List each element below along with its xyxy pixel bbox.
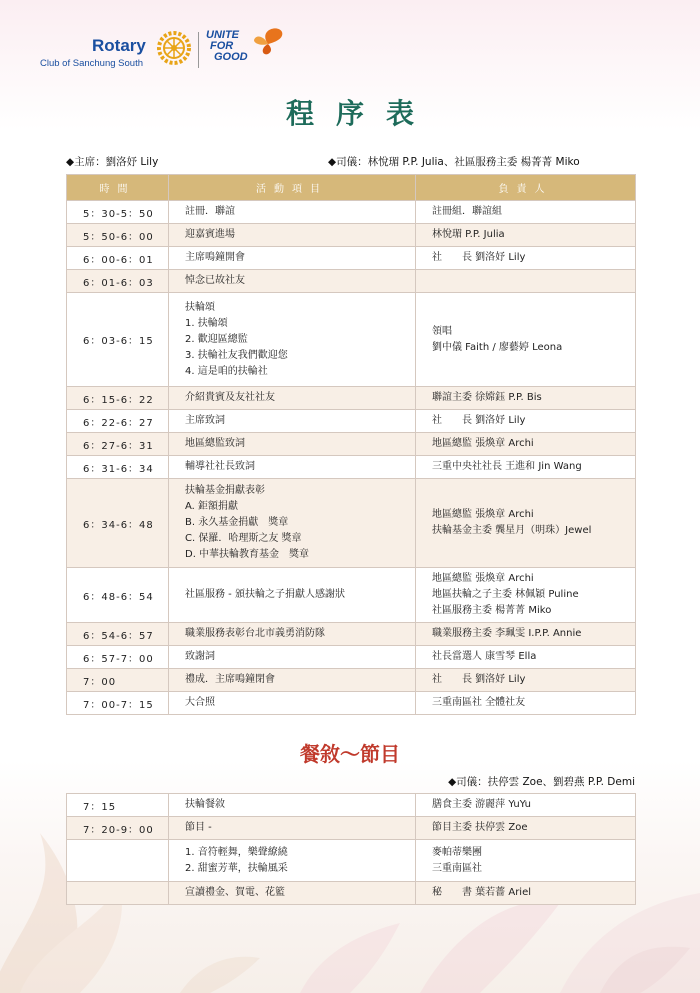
person-cell <box>416 201 636 224</box>
program-table <box>66 174 636 715</box>
person-line: 三重南區社 全體社友 <box>432 697 526 708</box>
dinner-title: 餐敘～節目 <box>300 742 400 766</box>
table-row <box>67 247 636 270</box>
mc-line: ◆司儀：林悅瑂 P.P. Julia、社區服務主委 楊菁菁 Miko <box>328 156 580 168</box>
time-cell <box>67 882 169 905</box>
person-line: 社 長 劉洛妤 Lily <box>432 415 526 426</box>
table-row <box>67 479 636 568</box>
activity-line: 悼念已故社友 <box>185 275 245 286</box>
person-line: 地區總監 張煥章 Archi <box>432 438 534 449</box>
time-cell: 6：34-6：48 <box>67 479 169 568</box>
header-activity: 活動項目 <box>169 175 416 201</box>
person-line: 聯誼主委 徐嫦鈺 P.P. Bis <box>432 392 542 403</box>
table-header-row <box>67 175 636 201</box>
activity-cell <box>169 646 416 669</box>
time-cell: 6：03-6：15 <box>67 293 169 387</box>
activity-line: 主席鳴鐘開會 <box>185 252 245 263</box>
person-cell <box>416 669 636 692</box>
slogan-line: FOR <box>210 40 234 52</box>
time-cell: 6：48-6：54 <box>67 568 169 623</box>
person-line: 三重南區社 <box>432 862 482 874</box>
activity-line: 扶輪餐敘 <box>185 799 225 810</box>
activity-line: 1. 音符輕舞，樂聲繚繞 <box>185 846 288 858</box>
time-cell: 6：15-6：22 <box>67 387 169 410</box>
time-cell: 6：31-6：34 <box>67 456 169 479</box>
person-line: 註冊組．聯誼組 <box>432 206 502 217</box>
person-line: 地區總監 張煥章 Archi <box>432 509 534 520</box>
person-line: 地區扶輪之子主委 林佩穎 Puline <box>432 589 579 600</box>
person-cell <box>416 568 636 623</box>
activity-cell <box>169 247 416 270</box>
activity-line: 迎嘉賓進場 <box>185 229 235 240</box>
activity-line: 2. 甜蜜芳華，扶輪風采 <box>185 862 288 874</box>
activity-line: 致謝詞 <box>185 651 215 662</box>
activity-line: 2. 歡迎區總監 <box>185 333 248 345</box>
person-line: 節目主委 扶停雲 Zoe <box>432 822 528 833</box>
activity-cell <box>169 817 416 840</box>
table-row <box>67 433 636 456</box>
person-cell <box>416 433 636 456</box>
activity-cell <box>169 623 416 646</box>
activity-cell <box>169 568 416 623</box>
activity-line: 社區服務 - 頒扶輪之子捐獻人感謝狀 <box>185 589 345 600</box>
activity-line: 介紹貴賓及友社社友 <box>185 392 275 403</box>
activity-line: 3. 扶輪社友我們歡迎您 <box>185 349 288 361</box>
person-line: 膳食主委 游麗萍 YuYu <box>432 799 531 810</box>
activity-cell <box>169 840 416 882</box>
time-cell: 6：54-6：57 <box>67 623 169 646</box>
person-line: 職業服務主委 李珮雯 I.P.P. Annie <box>432 628 582 639</box>
time-cell <box>67 840 169 882</box>
activity-line: 扶輪基金捐獻表彰 <box>185 485 265 496</box>
rotary-wheel-icon <box>156 30 192 66</box>
time-cell: 7：15 <box>67 794 169 817</box>
activity-cell <box>169 224 416 247</box>
header-time: 時間 <box>67 175 169 201</box>
person-line: 三重中央社社長 王進和 Jin Wang <box>432 461 582 472</box>
activity-line: B. 永久基金捐獻 獎章 <box>185 517 289 528</box>
logo-divider <box>198 32 199 68</box>
activity-cell <box>169 433 416 456</box>
slogan-line: UNITE <box>206 29 239 41</box>
person-line: 社 長 劉洛妤 Lily <box>432 674 526 685</box>
activity-cell <box>169 456 416 479</box>
activity-cell <box>169 387 416 410</box>
table-row <box>67 692 636 715</box>
program-table-body <box>67 201 636 715</box>
table-row <box>67 623 636 646</box>
table-row <box>67 669 636 692</box>
person-cell <box>416 293 636 387</box>
person-cell <box>416 794 636 817</box>
table-row <box>67 224 636 247</box>
activity-cell <box>169 692 416 715</box>
dinner-mc-line: ◆司儀：扶停雲 Zoe、劉碧燕 P.P. Demi <box>448 776 635 788</box>
table-row <box>67 456 636 479</box>
activity-cell <box>169 882 416 905</box>
person-cell <box>416 247 636 270</box>
person-cell <box>416 456 636 479</box>
rotary-wordmark: Rotary <box>92 36 146 55</box>
table-row <box>67 270 636 293</box>
host-line: ◆主席：劉洛妤 Lily <box>66 156 159 168</box>
activity-line: 4. 這是咱的扶輪社 <box>185 365 268 377</box>
table-row <box>67 840 636 882</box>
time-cell: 7：00 <box>67 669 169 692</box>
activity-line: 1. 扶輪頌 <box>185 317 228 329</box>
time-cell: 7：00-7：15 <box>67 692 169 715</box>
person-cell <box>416 224 636 247</box>
person-line: 領唱 <box>432 325 452 337</box>
person-cell <box>416 623 636 646</box>
person-cell <box>416 882 636 905</box>
person-cell <box>416 479 636 568</box>
person-cell <box>416 840 636 882</box>
time-cell: 6：22-6：27 <box>67 410 169 433</box>
time-cell: 5：30-5：50 <box>67 201 169 224</box>
time-cell: 6：27-6：31 <box>67 433 169 456</box>
activity-line: A. 鉅額捐獻 <box>185 501 239 512</box>
person-cell <box>416 646 636 669</box>
activity-cell <box>169 293 416 387</box>
activity-line: 輔導社社長致詞 <box>185 461 255 472</box>
person-line: 秘 書 葉若薔 Ariel <box>432 887 532 898</box>
slogan-line: GOOD <box>214 51 248 63</box>
person-cell <box>416 410 636 433</box>
person-cell <box>416 817 636 840</box>
person-line: 麥帕蒂樂團 <box>432 846 482 858</box>
butterfly-icon <box>252 26 286 58</box>
table-row <box>67 882 636 905</box>
time-cell: 6：57-7：00 <box>67 646 169 669</box>
person-line: 劉中儀 Faith / 廖藝婷 Leona <box>432 341 563 353</box>
person-line: 社區服務主委 楊菁菁 Miko <box>432 605 552 616</box>
activity-cell <box>169 410 416 433</box>
activity-line: 大合照 <box>185 697 215 708</box>
activity-cell <box>169 794 416 817</box>
person-line: 林悅瑂 P.P. Julia <box>432 229 505 240</box>
time-cell: 7：20-9：00 <box>67 817 169 840</box>
activity-line: D. 中華扶輪教育基金 獎章 <box>185 549 310 560</box>
activity-cell <box>169 669 416 692</box>
table-row <box>67 201 636 224</box>
time-cell: 5：50-6：00 <box>67 224 169 247</box>
club-name: Club of Sanchung South <box>40 58 143 69</box>
slogan <box>206 30 248 63</box>
person-line: 地區總監 張煥章 Archi <box>432 573 534 584</box>
table-row <box>67 817 636 840</box>
table-row <box>67 794 636 817</box>
activity-line: C. 保羅．哈理斯之友 獎章 <box>185 533 302 544</box>
activity-line: 宣讀禮金、賀電、花籃 <box>185 887 285 898</box>
table-row <box>67 387 636 410</box>
person-cell <box>416 387 636 410</box>
activity-line: 節目 - <box>185 822 212 833</box>
person-cell <box>416 270 636 293</box>
activity-line: 扶輪頌 <box>185 301 215 313</box>
activity-line: 主席致詞 <box>185 415 225 426</box>
time-cell: 6：00-6：01 <box>67 247 169 270</box>
person-line: 社長當選人 康雪琴 Ella <box>432 651 537 662</box>
activity-cell <box>169 270 416 293</box>
dinner-table-body <box>67 794 636 905</box>
dinner-table <box>66 793 636 905</box>
person-cell <box>416 692 636 715</box>
time-cell: 6：01-6：03 <box>67 270 169 293</box>
activity-line: 地區總監致詞 <box>185 438 245 449</box>
person-line: 扶輪基金主委 龔星月（明珠）Jewel <box>432 525 592 536</box>
activity-line: 禮成．主席鳴鐘閉會 <box>185 674 275 685</box>
activity-cell <box>169 479 416 568</box>
table-row <box>67 293 636 387</box>
table-row <box>67 568 636 623</box>
table-row <box>67 646 636 669</box>
page-title: 程序表 <box>285 97 436 130</box>
rotary-logo <box>40 24 300 74</box>
activity-cell <box>169 201 416 224</box>
activity-line: 註冊．聯誼 <box>185 206 235 217</box>
activity-line: 職業服務表彰台北市義勇消防隊 <box>185 628 325 639</box>
header-person: 負責人 <box>416 175 636 201</box>
person-line: 社 長 劉洛妤 Lily <box>432 252 526 263</box>
table-row <box>67 410 636 433</box>
